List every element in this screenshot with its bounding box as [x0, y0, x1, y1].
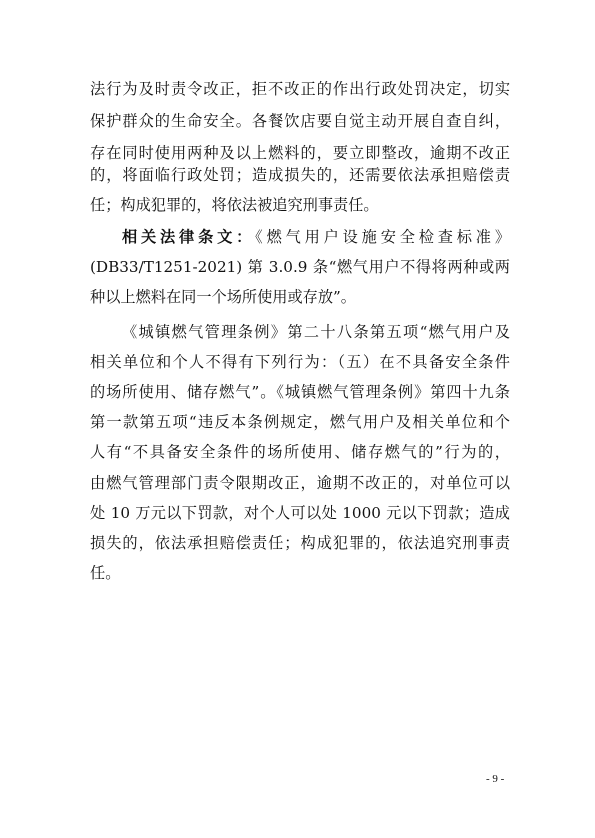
legal-reference-first-line: [122, 227, 510, 247]
paragraph-1-line-3: 存在同时使用两种及以上燃料的，要立即整改，逾期不改正: [90, 144, 510, 162]
legal-reference-text: 《燃气用户设施安全检查标准》: [255, 228, 511, 246]
paragraph-1-line-1: 法行为及时责令改正，拒不改正的作出行政处罚决定，切实: [90, 80, 510, 98]
paragraph-3-line-2: 相关单位和个人不得有下列行为：（五）在不具备安全条件: [90, 353, 510, 371]
paragraph-3-line-4: 第一款第五项“违反本条例规定，燃气用户及相关单位和个: [90, 413, 510, 431]
paragraph-3-line-8: 损失的，依法承担赔偿责任；构成犯罪的，依法追究刑事责: [90, 534, 510, 552]
paragraph-2-line-3: 种以上燃料在同一个场所使用或存放”。: [90, 288, 356, 306]
paragraph-3-line-3: 的场所使用、储存燃气”。《城镇燃气管理条例》第四十九条: [90, 383, 510, 401]
paragraph-3-line-6: 由燃气管理部门责令限期改正，逾期不改正的，对单位可以: [90, 474, 510, 492]
paragraph-2-line-2: (DB33/T1251-2021) 第 3.0.9 条“燃气用户不得将两种或两: [90, 258, 510, 276]
paragraph-3-line-5: 人有“不具备安全条件的场所使用、储存燃气的”行为的，: [90, 443, 510, 461]
paragraph-1-line-2: 保护群众的生命安全。各餐饮店要自觉主动开展自查自纠，: [90, 112, 510, 130]
paragraph-3-line-1: 《城镇燃气管理条例》第二十八条第五项“燃气用户及: [122, 323, 510, 341]
paragraph-1-line-5: 任；构成犯罪的，将依法被追究刑事责任。: [90, 196, 379, 214]
paragraph-3-line-9: 任。: [90, 564, 121, 582]
legal-reference-heading: 相关法律条文：: [122, 228, 256, 246]
paragraph-3-line-7: 处 10 万元以下罚款，对个人可以处 1000 元以下罚款；造成: [90, 504, 510, 522]
page-number: - 9 -: [486, 773, 505, 785]
paragraph-1-line-4: 的，将面临行政处罚；造成损失的，还需要依法承担赔偿责: [90, 166, 510, 184]
